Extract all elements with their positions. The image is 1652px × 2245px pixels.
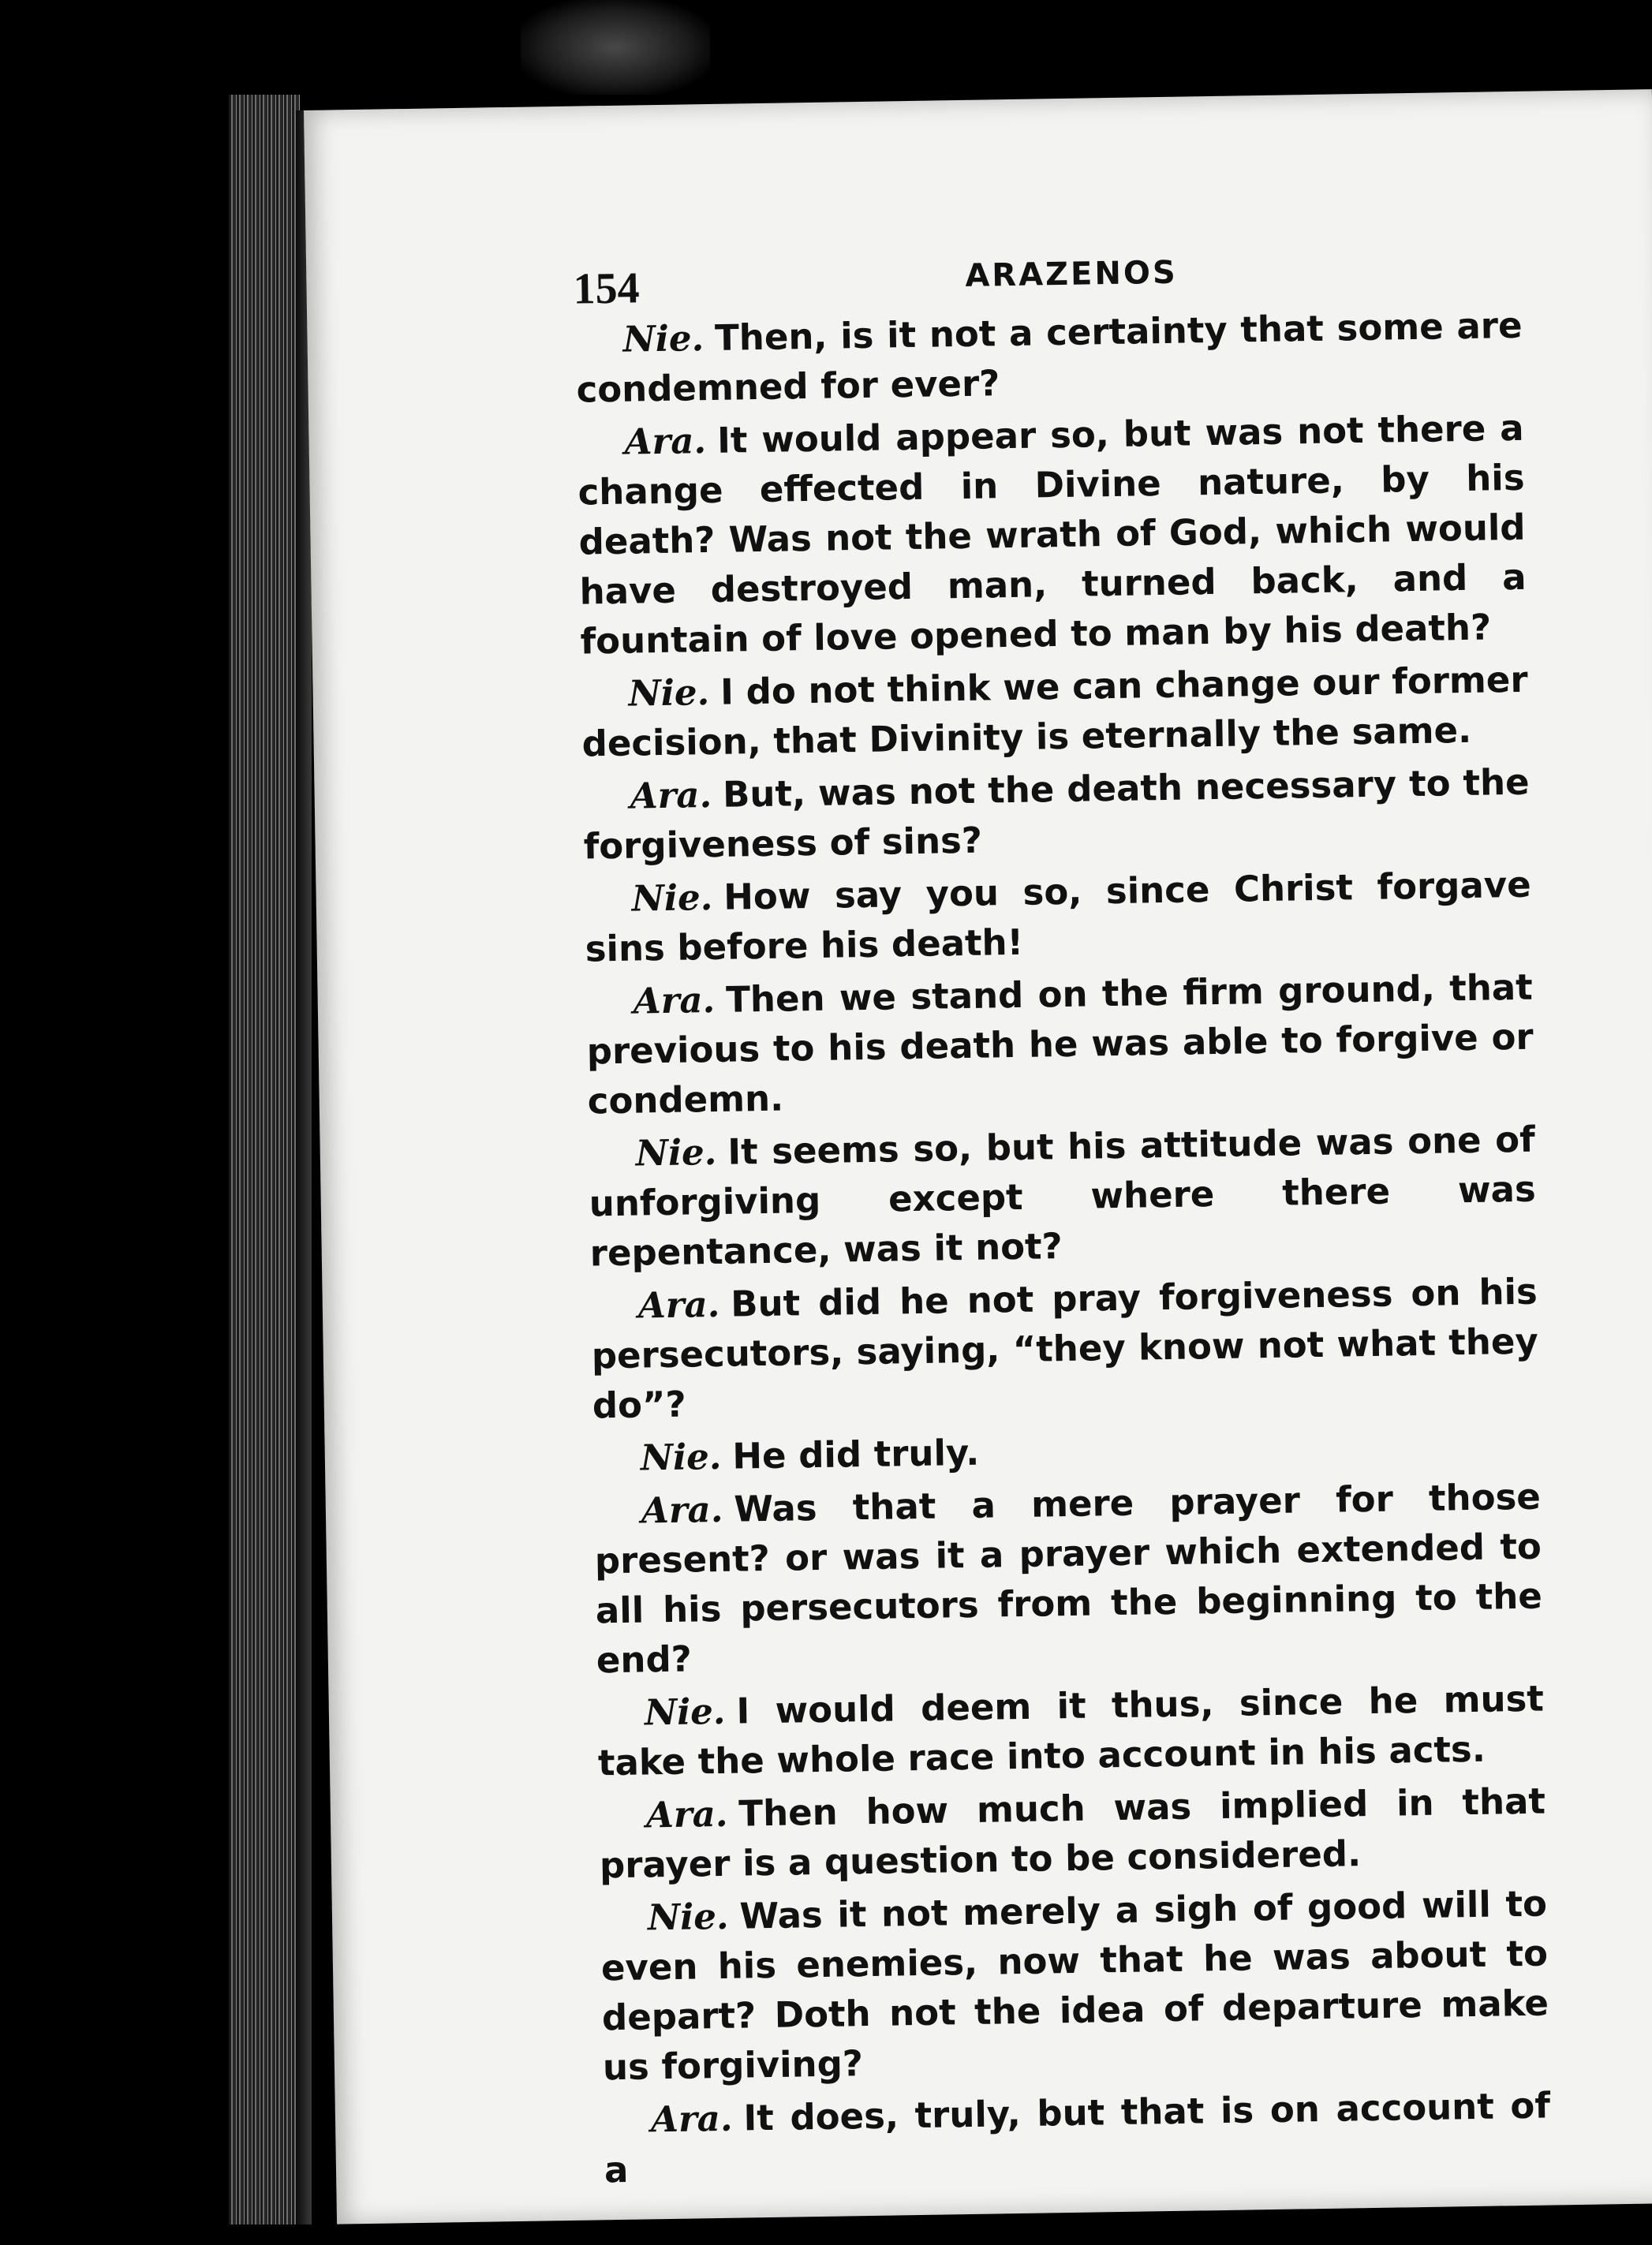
dialogue-line: He did truly. bbox=[731, 1431, 980, 1477]
dialogue-paragraph bbox=[581, 655, 1529, 769]
dialogue-line: It seems so, but his attitude was one of unforgiving except where there was repentance, was it not? bbox=[589, 1118, 1537, 1275]
speaker-label: Nie. bbox=[647, 1895, 729, 1939]
dialogue-paragraph bbox=[600, 1879, 1550, 2093]
dialogue-paragraph bbox=[584, 860, 1532, 974]
page-number: 154 bbox=[573, 263, 641, 314]
speaker-label: Nie. bbox=[644, 1690, 726, 1734]
book-page-edges bbox=[229, 95, 300, 2224]
dialogue-line: Then we stand on the firm ground, that previous to his death he was able to forgive or condemn. bbox=[586, 966, 1534, 1122]
running-title: ARAZENOS bbox=[965, 254, 1179, 294]
dialogue-line: But, was not the death necessary to the forgiveness of sins? bbox=[583, 760, 1530, 868]
scan-smudge bbox=[521, 0, 710, 95]
dialogue-paragraph bbox=[588, 1115, 1537, 1279]
speaker-label: Nie. bbox=[640, 1435, 722, 1479]
speaker-label: Ara. bbox=[633, 978, 716, 1022]
dialogue-line: Was that a mere prayer for those present? or was it a prayer which extended to all his persecutors from the beginning to the end? bbox=[594, 1475, 1543, 1682]
speaker-label: Nie. bbox=[622, 317, 705, 360]
dialogue-paragraph bbox=[593, 1472, 1543, 1686]
dialogue-line: Then, is it not a certainty that some are condemned for ever? bbox=[576, 304, 1523, 411]
dialogue-text bbox=[575, 301, 1551, 2198]
speaker-label: Ara. bbox=[624, 420, 707, 463]
dialogue-paragraph bbox=[590, 1267, 1539, 1431]
dialogue-line: Was it not merely a sigh of good will to even his enemies, now that he was about to depart? Doth not the idea of departure make us forgiving? bbox=[600, 1882, 1549, 2089]
dialogue-paragraph bbox=[582, 757, 1531, 872]
speaker-label: Ara. bbox=[641, 1488, 723, 1532]
dialogue-line: I would deem it thus, since he must take the whole race into account in his acts. bbox=[597, 1677, 1545, 1784]
dialogue-line: I do not think we can change our former decision, that Divinity is eternally the same. bbox=[581, 658, 1528, 765]
dialogue-paragraph bbox=[604, 2080, 1552, 2195]
speaker-label: Ara. bbox=[650, 2097, 733, 2141]
dialogue-paragraph bbox=[575, 301, 1523, 415]
speaker-label: Ara. bbox=[630, 773, 712, 817]
speaker-label: Nie. bbox=[628, 671, 710, 715]
running-head bbox=[304, 89, 1652, 189]
dialogue-line: It does, truly, but that is on account of a bbox=[604, 2084, 1551, 2191]
dialogue-line: It would appear so, but was not there a change effected in Divine nature, by his death? Was not the wrath of God, which would have destroyed man, turned back, and a fountain of love opened to man by his death? bbox=[577, 406, 1527, 663]
book-page bbox=[304, 89, 1652, 2224]
speaker-label: Ara. bbox=[637, 1283, 720, 1327]
speaker-label: Nie. bbox=[631, 876, 713, 920]
speaker-label: Ara. bbox=[645, 1792, 728, 1836]
dialogue-paragraph bbox=[577, 403, 1527, 667]
dialogue-paragraph bbox=[585, 962, 1534, 1126]
dialogue-paragraph bbox=[599, 1776, 1547, 1891]
dialogue-line: But did he not pray forgiveness on his persecutors, saying, “they know not what they do”? bbox=[591, 1270, 1539, 1427]
dialogue-paragraph bbox=[596, 1674, 1545, 1788]
dialogue-line: Then how much was implied in that prayer is a question to be considered. bbox=[599, 1780, 1546, 1887]
dialogue-line: How say you so, since Christ forgave sins before his death! bbox=[585, 863, 1532, 970]
speaker-label: Nie. bbox=[635, 1130, 717, 1175]
